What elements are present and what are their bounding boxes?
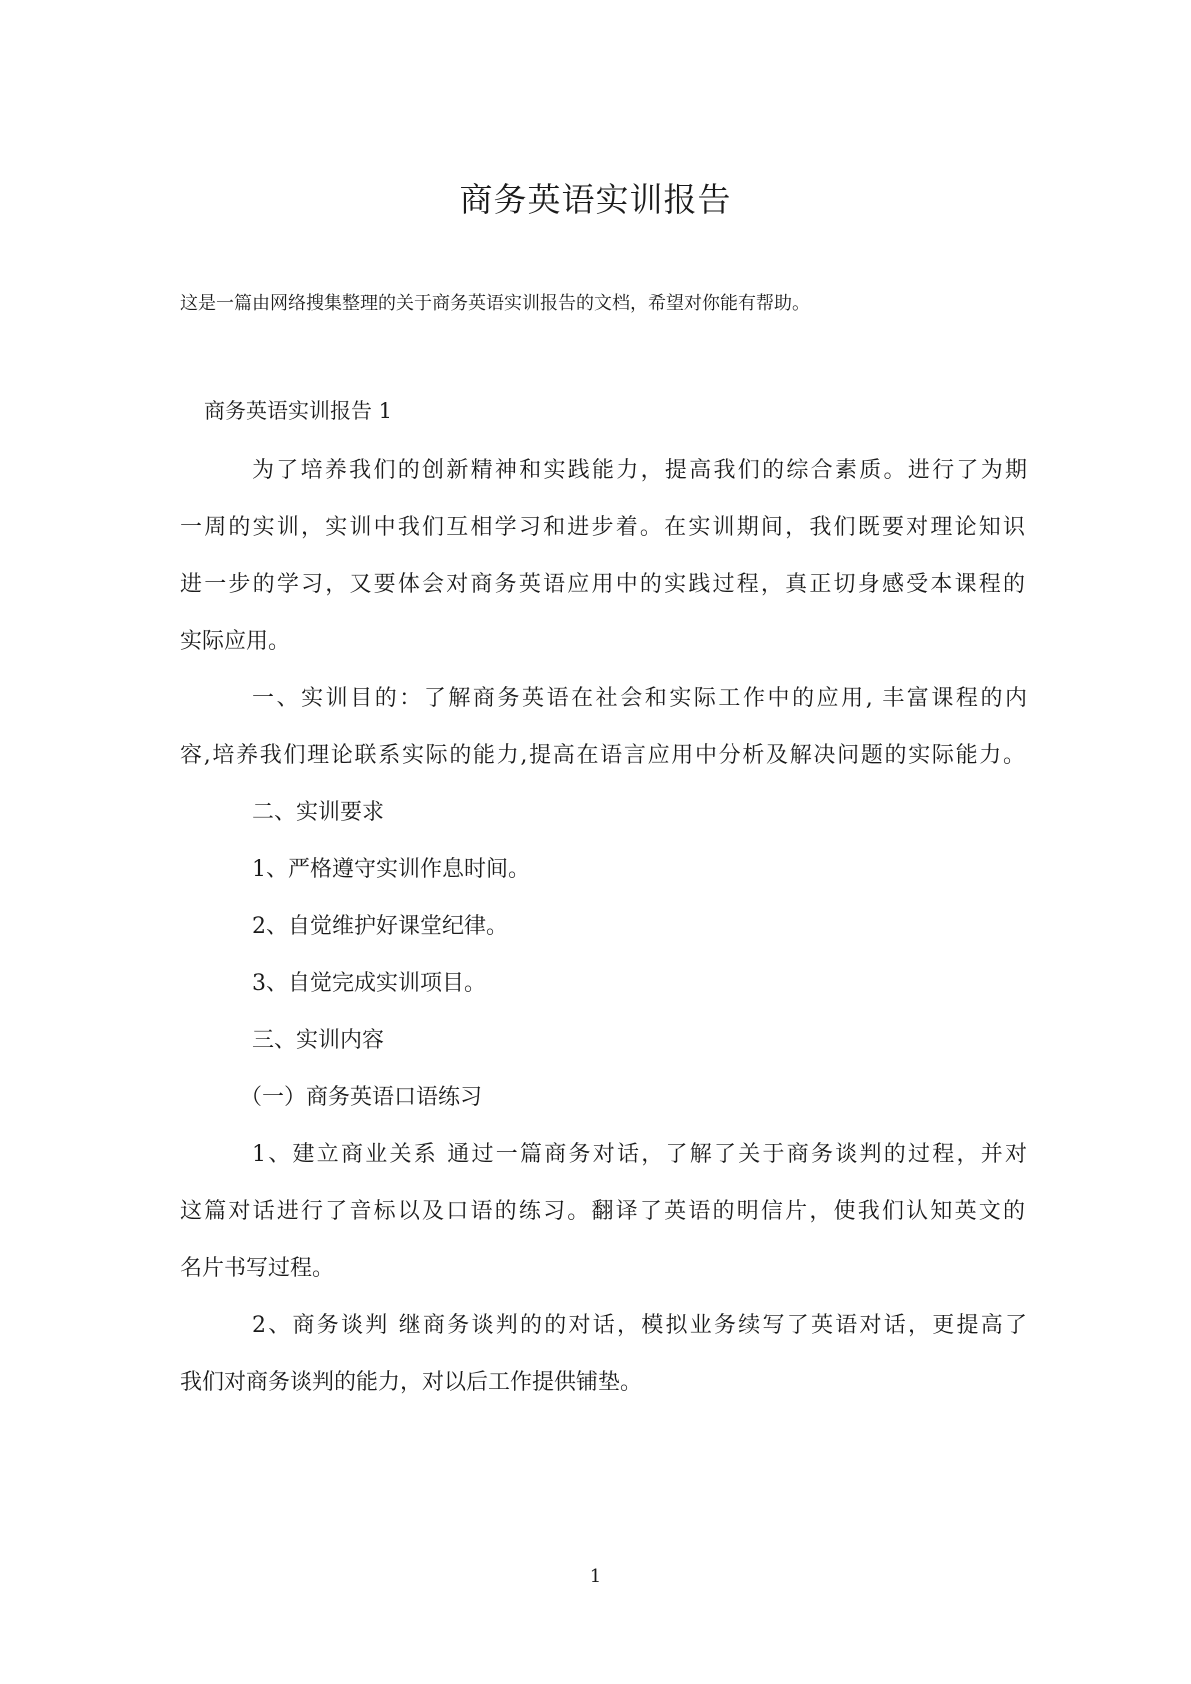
document-title: 商务英语实训报告 xyxy=(459,180,732,219)
section-subtitle: 商务英语实训报告 1 xyxy=(204,399,393,423)
body-line: 我们对商务谈判的能力，对以后工作提供铺垫。 xyxy=(180,1370,643,1395)
body-line: 2、商务谈判 继商务谈判的的对话，模拟业务续写了英语对话，更提高了 xyxy=(252,1313,1027,1338)
body-line: 实际应用。 xyxy=(180,629,291,654)
body-line: 1、建立商业关系 通过一篇商务对话，了解了关于商务谈判的过程，并对 xyxy=(252,1142,1027,1167)
body-line: 名片书写过程。 xyxy=(180,1256,335,1281)
list-item: 2、自觉维护好课堂纪律。 xyxy=(252,914,508,939)
body-line: 一周的实训，实训中我们互相学习和进步着。在实训期间，我们既要对理论知识 xyxy=(180,515,1025,540)
list-item: 3、自觉完成实训项目。 xyxy=(252,971,486,996)
subsection-heading: （一）商务英语口语练习 xyxy=(240,1085,483,1110)
section-heading: 三、实训内容 xyxy=(252,1028,385,1053)
page-number: 1 xyxy=(589,1566,602,1587)
section-heading: 二、实训要求 xyxy=(252,800,385,825)
intro-paragraph: 这是一篇由网络搜集整理的关于商务英语实训报告的文档，希望对你能有帮助。 xyxy=(180,293,810,314)
body-line: 进一步的学习，又要体会对商务英语应用中的实践过程，真正切身感受本课程的 xyxy=(180,572,1025,597)
body-line: 这篇对话进行了音标以及口语的练习。翻译了英语的明信片，使我们认知英文的 xyxy=(180,1199,1025,1224)
body-line: 一、实训目的：了解商务英语在社会和实际工作中的应用, 丰富课程的内 xyxy=(252,686,1027,711)
list-item: 1、严格遵守实训作息时间。 xyxy=(252,857,530,882)
body-line: 为了培养我们的创新精神和实践能力，提高我们的综合素质。进行了为期 xyxy=(252,458,1027,483)
body-line: 容,培养我们理论联系实际的能力,提高在语言应用中分析及解决问题的实际能力。 xyxy=(180,743,1025,768)
